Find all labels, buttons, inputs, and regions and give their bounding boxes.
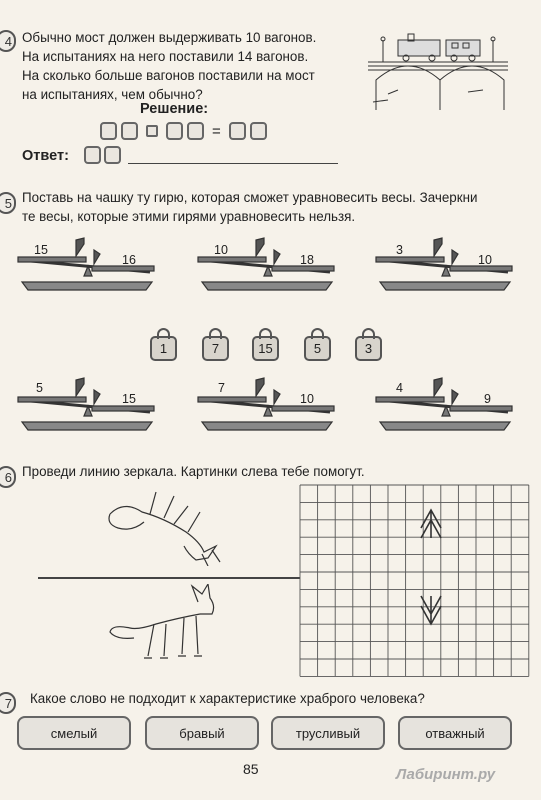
solution-label: Решение:: [140, 101, 209, 117]
weight-label: 7: [211, 341, 220, 356]
solution-equation[interactable]: [100, 122, 267, 140]
text-line: те весы, которые этими гирями уравновесить нельзя.: [22, 209, 356, 224]
mirror-drawing-grid[interactable]: [299, 484, 531, 678]
task-number-label: 5: [4, 195, 12, 211]
answer-label: Ответ:: [22, 148, 69, 164]
answer-box[interactable]: [166, 122, 183, 140]
text-line: На сколько больше вагонов поставили на мост: [22, 68, 315, 83]
word-option[interactable]: смелый: [17, 716, 131, 750]
task-number: [0, 692, 16, 714]
scale-right-value: 10: [300, 392, 314, 406]
weight-7[interactable]: [202, 336, 229, 361]
answer-box[interactable]: [100, 122, 117, 140]
answer-box[interactable]: [104, 146, 121, 164]
weight-label: 1: [159, 341, 168, 356]
page-number: 85: [243, 761, 259, 777]
text-line: Обычно мост должен выдерживать 10 вагонов.: [22, 30, 317, 45]
weight-ring: [259, 328, 272, 339]
task-number-label: 6: [4, 469, 12, 485]
scale-left-value: 4: [396, 381, 403, 395]
mirror-line-example: [38, 577, 300, 579]
weight-ring: [311, 328, 324, 339]
scale-right-value: 9: [484, 392, 491, 406]
answer-box[interactable]: [229, 122, 246, 140]
task-text: [22, 28, 352, 104]
answer-box[interactable]: [250, 122, 267, 140]
weight-label: 5: [313, 341, 322, 356]
text-line: на испытаниях, чем обычно?: [22, 87, 203, 102]
scale-left-value: 7: [218, 381, 225, 395]
text-line: Поставь на чашку ту гирю, которая сможет уравновесить весы. Зачеркни: [22, 190, 478, 205]
weight-15[interactable]: [252, 336, 279, 361]
answer-line[interactable]: [128, 149, 338, 164]
scale-right-value: 10: [478, 253, 492, 267]
bridge-train-illustration: [368, 30, 508, 112]
task-text: Какое слово не подходит к характеристике храброго человека?: [30, 691, 425, 706]
scale-right-value: 15: [122, 392, 136, 406]
word-option[interactable]: трусливый: [271, 716, 385, 750]
fox-upright-illustration: [108, 584, 226, 666]
scale-left-value: 5: [36, 381, 43, 395]
task-text: [22, 188, 532, 226]
watermark-logo: Лабиринт.ру: [396, 766, 496, 783]
weight-ring: [362, 328, 375, 339]
task-number-label: 7: [4, 695, 12, 711]
fox-upside-down-illustration: [104, 488, 226, 566]
answer-box[interactable]: [187, 122, 204, 140]
weight-label: 15: [258, 341, 273, 356]
scale-left-value: 3: [396, 243, 403, 257]
weight-1[interactable]: [150, 336, 177, 361]
weight-ring: [209, 328, 222, 339]
word-option[interactable]: отважный: [398, 716, 512, 750]
task-number: [0, 30, 16, 52]
equals-sign: =: [212, 122, 221, 140]
weight-label: 3: [364, 341, 373, 356]
scale-left-value: 15: [34, 243, 48, 257]
word-option[interactable]: бравый: [145, 716, 259, 750]
task-number: [0, 466, 16, 488]
weight-5[interactable]: [304, 336, 331, 361]
task-number-label: 4: [4, 33, 12, 49]
text-line: На испытаниях на него поставили 14 вагонов.: [22, 49, 309, 64]
answer-box[interactable]: [121, 122, 138, 140]
scale-right-value: 18: [300, 253, 314, 267]
scale-right-value: 16: [122, 253, 136, 267]
answer-box[interactable]: [84, 146, 101, 164]
task-number: [0, 192, 16, 214]
answer-field[interactable]: [84, 146, 338, 164]
weight-ring: [157, 328, 170, 339]
scale-left-value: 10: [214, 243, 228, 257]
weight-3[interactable]: [355, 336, 382, 361]
task-text: Проведи линию зеркала. Картинки слева тебе помогут.: [22, 464, 365, 479]
operator-box[interactable]: [146, 125, 158, 137]
